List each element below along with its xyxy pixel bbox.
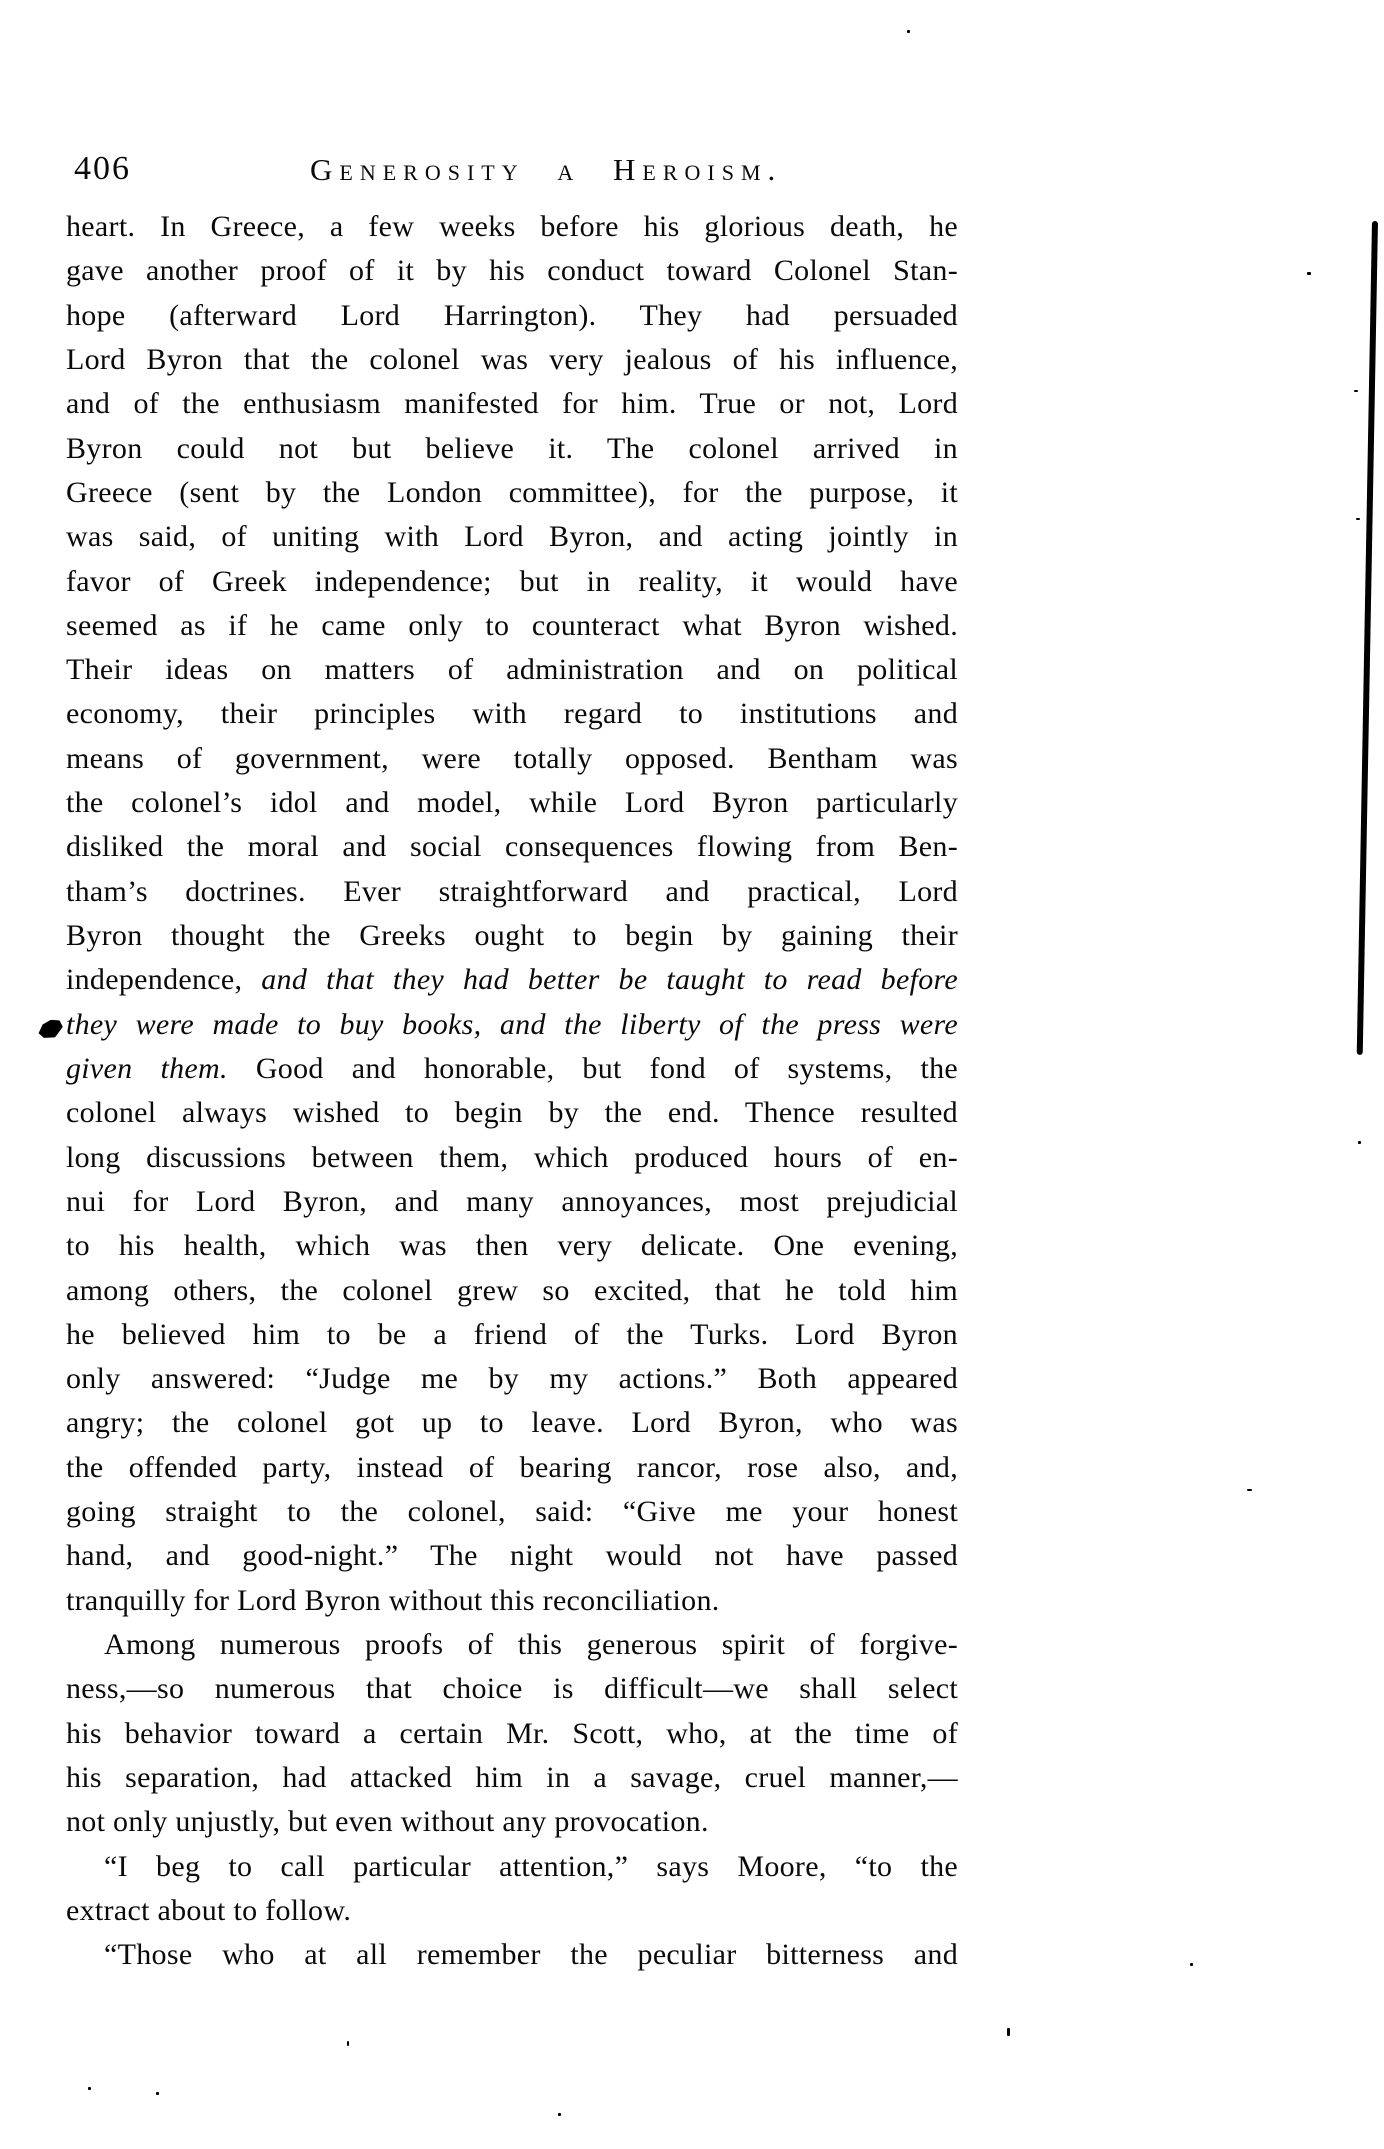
- text-segment: nui for Lord Byron, and many annoyances, most prejudicial: [66, 1184, 958, 1218]
- text-line: [66, 1003, 958, 1047]
- running-header: [66, 148, 966, 192]
- text-line: [66, 825, 958, 869]
- text-line: [66, 1712, 958, 1756]
- italic-text-segment: given them.: [66, 1051, 228, 1085]
- text-segment: colonel always wished to begin by the end. Thence resulted: [66, 1096, 958, 1130]
- text-line: [66, 1756, 958, 1800]
- text-segment: the colonel’s idol and model, while Lord Byron particularly: [66, 786, 958, 820]
- text-line: [66, 1446, 958, 1490]
- text-segment: seemed as if he came only to counteract what Byron wished.: [66, 608, 958, 642]
- text-segment: Their ideas on matters of administration and on political: [66, 653, 958, 687]
- text-segment: independence,: [66, 963, 262, 997]
- text-line: [66, 692, 958, 736]
- text-segment: ness,—so numerous that choice is difficult—we shall select: [66, 1672, 958, 1706]
- text-segment: not only unjustly, but even without any provocation.: [66, 1805, 709, 1839]
- scan-speck: [156, 2092, 159, 2095]
- text-line: [66, 1091, 958, 1135]
- text-segment: means of government, were totally opposed. Bentham was: [66, 741, 958, 775]
- text-line: [66, 1845, 958, 1889]
- text-line: [66, 1313, 958, 1357]
- text-line: [66, 1933, 958, 1977]
- text-segment: he believed him to be a friend of the Turks. Lord Byron: [66, 1317, 958, 1351]
- text-line: [66, 604, 958, 648]
- scan-speck: [1007, 2028, 1010, 2036]
- text-line: [66, 1047, 958, 1091]
- margin-pointer-mark: [37, 1018, 65, 1040]
- scan-speck: [1354, 390, 1358, 392]
- text-line: [66, 1889, 958, 1933]
- text-segment: tham’s doctrines. Ever straightforward and practical, Lord: [66, 874, 958, 908]
- text-line: [66, 1269, 958, 1313]
- text-line: [66, 958, 958, 1002]
- text-segment: Byron could not but believe it. The colonel arrived in: [66, 431, 958, 465]
- scan-speck: [1247, 1489, 1252, 1491]
- page-number: 406: [74, 150, 131, 187]
- text-line: [66, 1357, 958, 1401]
- text-segment: hope (afterward Lord Harrington). They had persuaded: [66, 298, 958, 332]
- text-line: [66, 1490, 958, 1534]
- text-segment: the offended party, instead of bearing rancor, rose also, and,: [66, 1450, 958, 1484]
- text-segment: was said, of uniting with Lord Byron, and acting jointly in: [66, 520, 958, 554]
- text-line: [66, 382, 958, 426]
- text-segment: to his health, which was then very delicate. One evening,: [66, 1229, 958, 1263]
- text-line: [66, 1180, 958, 1224]
- text-segment: among others, the colonel grew so excited, that he told him: [66, 1273, 958, 1307]
- text-segment: Among numerous proofs of this generous spirit of forgive-: [104, 1628, 958, 1661]
- text-segment: only answered: “Judge me by my actions.” Both appeared: [66, 1362, 958, 1396]
- text-line: [66, 560, 958, 604]
- text-line: [66, 427, 958, 471]
- scan-speck: [347, 2041, 349, 2046]
- scan-speck: [558, 2113, 561, 2116]
- text-segment: heart. In Greece, a few weeks before his glorious death, he: [66, 210, 958, 243]
- text-segment: his separation, had attacked him in a savage, cruel manner,—: [66, 1760, 958, 1794]
- scan-speck: [1356, 518, 1360, 520]
- scan-speck: [1358, 1141, 1361, 1144]
- text-line: [66, 870, 958, 914]
- text-segment: “Those who at all remember the peculiar bitterness and: [104, 1938, 958, 1972]
- text-segment: his behavior toward a certain Mr. Scott, who, at the time of: [66, 1716, 958, 1750]
- text-segment: going straight to the colonel, said: “Give me your honest: [66, 1495, 958, 1529]
- text-line: [66, 1623, 958, 1667]
- text-line: [66, 914, 958, 958]
- scan-speck: [907, 30, 910, 33]
- text-segment: long discussions between them, which produced hours of en-: [66, 1140, 958, 1174]
- text-segment: extract about to follow.: [66, 1893, 352, 1927]
- italic-text-segment: and that they had better be taught to read before: [261, 963, 958, 997]
- text-segment: and of the enthusiasm manifested for him. True or not, Lord: [66, 387, 958, 421]
- text-line: [66, 1579, 958, 1623]
- text-line: [66, 1800, 958, 1844]
- text-segment: disliked the moral and social consequences flowing from Ben-: [66, 830, 958, 864]
- scan-speck: [1307, 272, 1311, 275]
- text-line: [66, 515, 958, 559]
- text-segment: Good and honorable, but fond of systems, the: [227, 1051, 958, 1085]
- text-line: [66, 338, 958, 382]
- italic-text-segment: they were made to buy books, and the liberty of the press were: [66, 1007, 958, 1041]
- text-segment: angry; the colonel got up to leave. Lord Byron, who was: [66, 1406, 958, 1440]
- text-line: [66, 781, 958, 825]
- running-header-title: Generosity a Heroism.: [310, 152, 783, 187]
- text-segment: Greece (sent by the London committee), for the purpose, it: [66, 475, 958, 509]
- text-line: [66, 1667, 958, 1711]
- text-line: [66, 294, 958, 338]
- text-segment: economy, their principles with regard to institutions and: [66, 697, 958, 731]
- text-segment: hand, and good-night.” The night would not have passed: [66, 1539, 958, 1573]
- body-text: [66, 205, 958, 1978]
- text-line: [66, 1534, 958, 1578]
- text-segment: Lord Byron that the colonel was very jealous of his influence,: [66, 342, 958, 376]
- text-segment: gave another proof of it by his conduct toward Colonel Stan-: [66, 254, 958, 288]
- scan-speck: [88, 2087, 91, 2090]
- text-line: [66, 648, 958, 692]
- text-segment: favor of Greek independence; but in reality, it would have: [66, 564, 958, 598]
- text-segment: tranquilly for Lord Byron without this reconciliation.: [66, 1583, 720, 1617]
- margin-vertical-line: [1357, 221, 1378, 1055]
- text-line: [66, 471, 958, 515]
- text-line: [66, 1224, 958, 1268]
- text-line: [66, 1401, 958, 1445]
- text-line: [66, 737, 958, 781]
- text-segment: “I beg to call particular attention,” says Moore, “to the: [104, 1849, 958, 1883]
- text-line: [66, 1136, 958, 1180]
- scan-speck: [1190, 1963, 1193, 1966]
- text-segment: Byron thought the Greeks ought to begin by gaining their: [66, 919, 958, 952]
- text-line: [66, 249, 958, 293]
- text-line: [66, 205, 958, 249]
